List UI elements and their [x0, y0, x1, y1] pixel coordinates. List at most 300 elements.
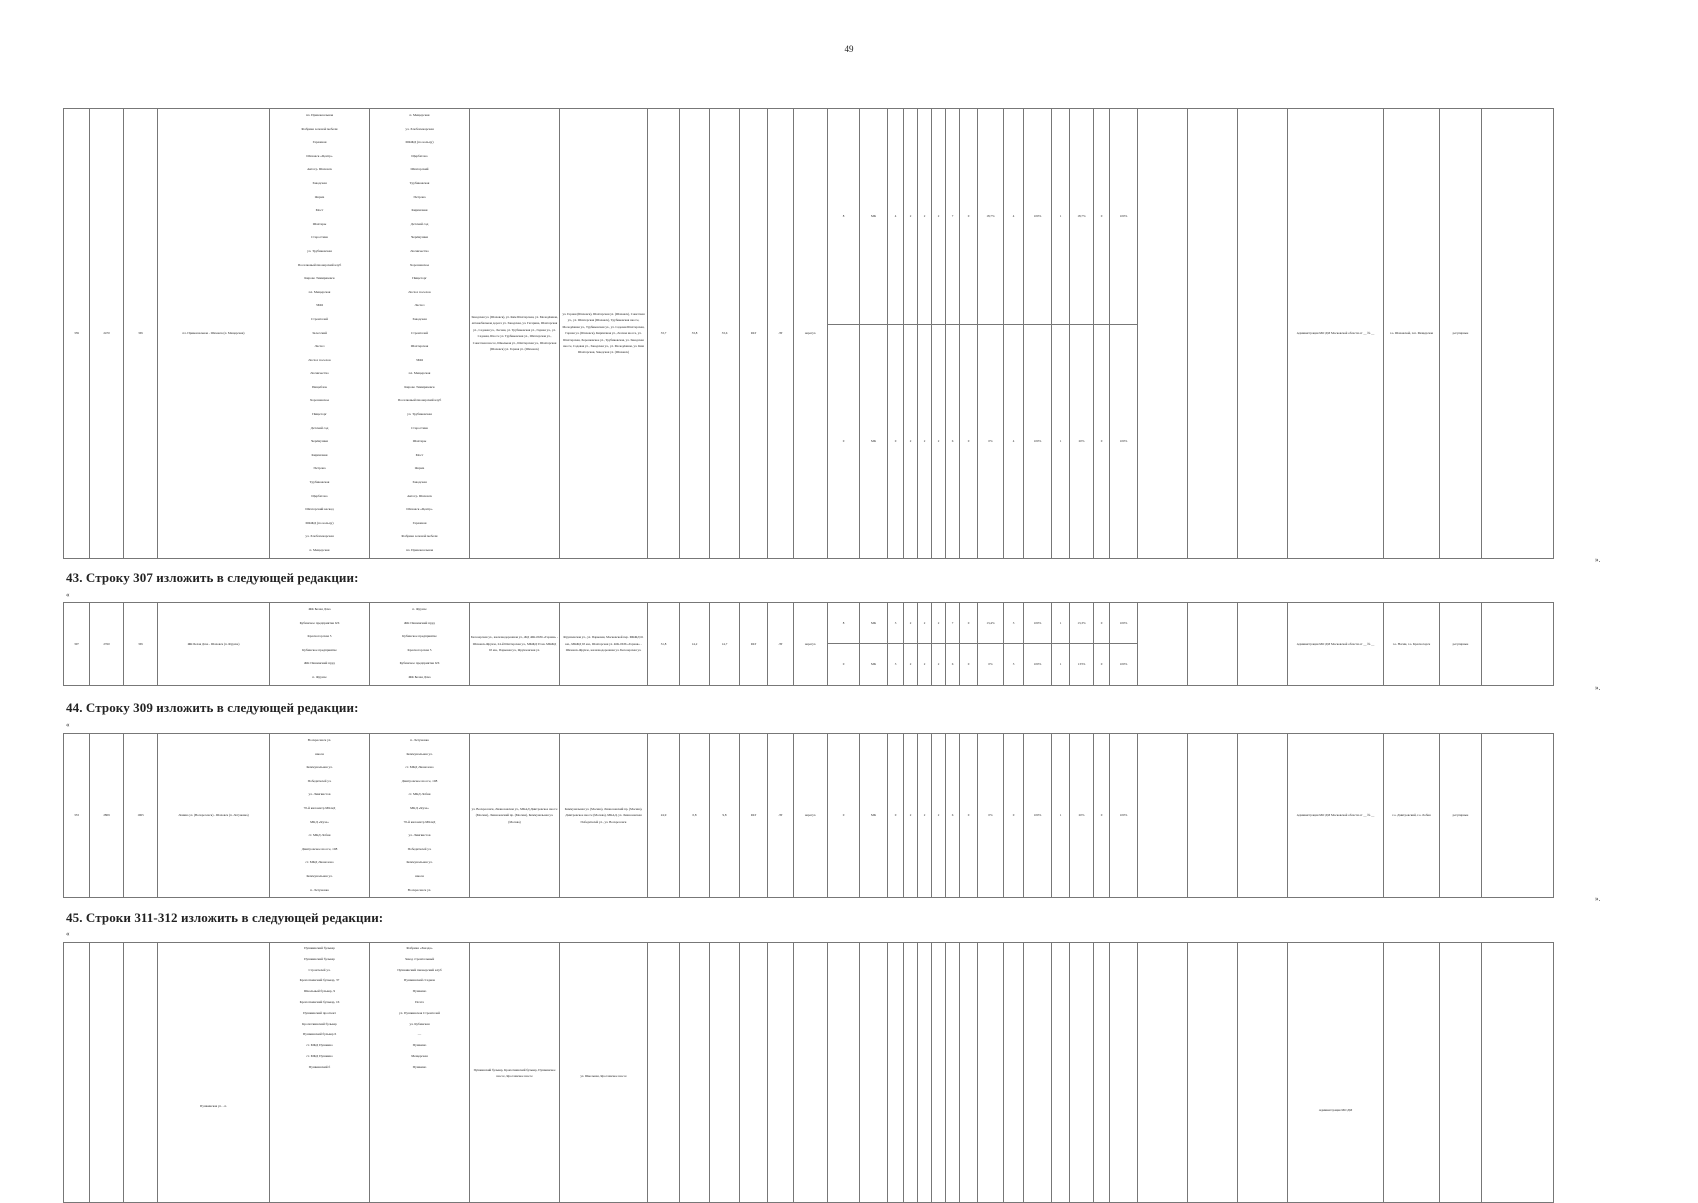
- route-number: 1965: [124, 734, 158, 898]
- sub-cell: 13,4%: [978, 603, 1004, 644]
- stop-name: Строителей ул.: [308, 967, 331, 972]
- stop-name: ст. МКД Лианозово: [305, 860, 334, 865]
- stop-name: Трубиковская: [409, 180, 430, 185]
- sub-cell: 0: [1004, 734, 1024, 898]
- stop-name: Пушкинский проспект: [303, 1010, 336, 1015]
- stop-name: п. Фрунзе: [412, 607, 427, 611]
- start-date: нерегул.: [794, 734, 828, 898]
- stop-name: Кубинское предприятие 6/6: [399, 661, 440, 666]
- empty-cell: [1024, 943, 1052, 1203]
- stop-name: Пушкинский бульвар: [304, 946, 335, 950]
- empty-cell: [860, 943, 888, 1203]
- stop-name: Коммунальная ул.: [306, 765, 333, 770]
- empty-cell: [1238, 943, 1288, 1203]
- stop-name: Кирово Тимирязевск: [404, 384, 435, 389]
- streets-backward: Коммунальная ул. (Москва), Лианозовский пр. (Москва), Дмитровское шоссе (Москва), МКАД, ул. Лианозовская Победителей ул., ул. Воскресенск: [560, 734, 648, 898]
- empty-cell: [960, 943, 978, 1203]
- route-number: 365: [124, 109, 158, 559]
- empty-cell: [1004, 943, 1024, 1203]
- sub-cell: 0%: [978, 644, 1004, 685]
- route-number: 365: [124, 603, 158, 686]
- sub-cell: 3: [888, 644, 904, 685]
- stop-name: Кропоткинский бульвар, 16: [299, 999, 340, 1004]
- stops-backward: [370, 943, 470, 1203]
- sub-cell: 8: [828, 603, 860, 644]
- empty-cell: [1052, 943, 1070, 1203]
- sub-cell: 0: [960, 603, 978, 644]
- start-date: нерегул.: [794, 109, 828, 559]
- empty-cell: [1238, 603, 1288, 686]
- stop-name: Лесничество: [410, 248, 429, 253]
- sub-cell: 2: [904, 644, 918, 685]
- stop-name: Пушкино: [412, 1043, 427, 1048]
- amendment-heading-44: 44. Строку 309 изложить в следующей редакции:: [66, 700, 359, 715]
- vehicle-class: ЛТ: [768, 734, 794, 898]
- sub-cell: 4: [1004, 324, 1024, 558]
- stop-name: Красногорская 5: [407, 647, 432, 652]
- streets-backward: ул. Школьная, Ярославское шоссе: [560, 943, 648, 1203]
- sub-cell: 6: [946, 644, 960, 685]
- empty-cell: [1482, 109, 1554, 559]
- stop-name: Гаражная: [312, 140, 327, 145]
- sub-cell: 2: [932, 109, 946, 325]
- stop-name: Мост: [415, 452, 424, 457]
- sub-cell: 3: [1004, 603, 1024, 644]
- stop-name: Черёмушки: [411, 235, 428, 240]
- row-number: 333: [64, 734, 90, 898]
- empty-cell: [1138, 109, 1188, 559]
- stop-name: Кропоткинский бульвар, 37: [299, 978, 340, 983]
- sub-cell: 133%: [1070, 644, 1094, 685]
- length-backward: 0,8: [680, 734, 710, 898]
- stop-name: Школьный бульвар, 9: [303, 989, 336, 994]
- length-forward: 24,9: [648, 734, 680, 898]
- stop-name: Фабрика зеленой мебели: [301, 126, 338, 131]
- stop-name: Заводская: [412, 316, 427, 321]
- sub-cell: МК: [860, 644, 888, 685]
- stop-name: Шаховск «Центр»: [306, 153, 333, 158]
- transport-type: РАТ: [740, 734, 768, 898]
- sub-cell: 2: [932, 734, 946, 898]
- stop-name: Гаражная: [412, 520, 427, 525]
- stop-name: школа: [315, 751, 324, 756]
- stop-name: Пушкинский б: [308, 1064, 331, 1069]
- sub-cell: 18,7%: [1070, 109, 1094, 325]
- stop-name: ст. МКД Лианозово: [405, 765, 434, 770]
- stop-name: Пушкинский бульвар 6: [302, 1032, 337, 1037]
- sub-cell: 20%: [1070, 324, 1094, 558]
- sub-cell: 2: [932, 324, 946, 558]
- status: регулярные: [1440, 109, 1482, 559]
- sub-cell: 100%: [1024, 603, 1052, 644]
- sub-cell: 0: [960, 644, 978, 685]
- stop-name: Старостина: [311, 235, 328, 240]
- empty-cell: [1138, 943, 1188, 1203]
- sub-cell: 7: [946, 109, 960, 325]
- stop-name: МКЖД (по кольцу): [305, 520, 334, 525]
- stop-name: ул. Трубиковская: [307, 248, 332, 253]
- sub-cell: 4: [888, 109, 904, 325]
- stop-name: пл. Привокзальная: [405, 548, 434, 552]
- stops-backward: [370, 603, 470, 686]
- registration-number: 2809: [90, 734, 124, 898]
- owner: г.о. Ногин, г.о. Красногорск: [1384, 603, 1440, 686]
- status: регулярные: [1440, 734, 1482, 898]
- length-backward: 14,2: [680, 603, 710, 686]
- registry-table-row-339: [63, 108, 1632, 559]
- sub-cell: 0: [960, 734, 978, 898]
- sub-cell: 20%: [1070, 734, 1094, 898]
- sub-cell: МК: [860, 734, 888, 898]
- stop-name: Лесхоз: [414, 303, 425, 308]
- route-name: Пушкинская ул. - п.: [158, 943, 270, 1203]
- stop-name: Воскресенск ул.: [307, 738, 332, 742]
- length-backward: 33,8: [680, 109, 710, 559]
- sub-cell: 0: [960, 324, 978, 558]
- empty-cell: [1094, 943, 1110, 1203]
- sub-cell: 1: [1052, 734, 1070, 898]
- empty-cell: [1238, 109, 1288, 559]
- length-forward: 33,7: [648, 109, 680, 559]
- start-date: нерегул.: [794, 603, 828, 686]
- stop-name: ул. Пушкинская Строителей: [399, 1010, 440, 1015]
- registration-number: 2470: [90, 109, 124, 559]
- empty-cell: [1238, 734, 1288, 898]
- stop-name: Победителей ул.: [307, 778, 332, 783]
- stop-name: Дмитровское шоссе, 108: [301, 846, 338, 851]
- stop-name: Фабрика зеленой мебели: [401, 534, 438, 539]
- row-number: 339: [64, 109, 90, 559]
- stop-name: Поселковый пионерский клуб: [297, 262, 342, 267]
- empty-cell: [1482, 943, 1554, 1203]
- sub-cell: 1: [1052, 109, 1070, 325]
- stop-name: п. Мещерская: [409, 113, 430, 117]
- sub-cell: 100%: [1110, 603, 1138, 644]
- sub-cell: 2: [904, 603, 918, 644]
- stop-name: ст. МКД Пушкино: [306, 1043, 333, 1048]
- status: регулярные: [1440, 603, 1482, 686]
- sub-cell: МК: [860, 603, 888, 644]
- registry-table-rows-311-312: [63, 942, 1632, 1203]
- stop-name: Пушкинский пионерский клуб: [397, 967, 442, 972]
- sub-cell: МК: [860, 324, 888, 558]
- stop-name: Шахтерский каскад: [305, 507, 334, 512]
- empty-cell: [794, 943, 828, 1203]
- stop-name: ЖК Пашинский пруд: [404, 620, 435, 625]
- stop-name: Лесничество: [310, 371, 329, 376]
- empty-cell: [904, 943, 918, 1203]
- stop-name: Щербатово: [311, 493, 328, 498]
- stop-name: пл. Мещерская: [408, 371, 431, 376]
- sub-cell: 1: [1052, 324, 1070, 558]
- stop-name: Петрова: [313, 466, 326, 471]
- registration-number: [90, 943, 124, 1203]
- empty-cell: [1482, 603, 1554, 686]
- sub-cell: 7: [946, 603, 960, 644]
- stop-name: Коммунальная ул.: [406, 751, 433, 756]
- sub-cell: 2: [932, 603, 946, 644]
- length-average: 14,7: [710, 603, 740, 686]
- stops-backward: [370, 109, 470, 559]
- route-name: Ленина ул. (Воскресенск) - Шаховск (п. Летуновка): [158, 734, 270, 898]
- sub-cell: 0: [1094, 109, 1110, 325]
- closing-quote: ».: [1595, 684, 1601, 692]
- registry-table-row-309: [63, 733, 1632, 898]
- stop-name: Заводская: [412, 480, 427, 485]
- sub-cell: 0: [1094, 324, 1110, 558]
- stop-name: п. Фрунзе: [312, 674, 327, 679]
- empty-cell: [918, 943, 932, 1203]
- stop-name: Пушкинский стадион: [403, 978, 436, 983]
- stop-name: школа: [415, 873, 424, 878]
- stop-name: Автогр. Шаховск: [407, 493, 432, 498]
- opening-quote: «: [66, 591, 70, 599]
- stop-name: Почта: [415, 999, 424, 1004]
- empty-cell: [648, 943, 680, 1203]
- sub-cell: 18,7%: [978, 109, 1004, 325]
- stop-name: ЗМО: [415, 357, 424, 362]
- sub-cell: 100%: [1110, 324, 1138, 558]
- stop-name: Детский сад: [410, 221, 429, 226]
- sub-cell: 1: [1052, 603, 1070, 644]
- stop-name: Шахтерский: [410, 167, 429, 172]
- stop-name: Щербатово: [411, 153, 428, 158]
- sub-cell: 3: [1004, 644, 1024, 685]
- sub-cell: 8: [828, 109, 860, 325]
- stop-name: Воскресенск ул.: [407, 887, 432, 892]
- amendment-heading-45: 45. Строки 311-312 изложить в следующей редакции:: [66, 910, 384, 925]
- table-clip: [0, 942, 1698, 1112]
- streets-forward: ул. Воскресенск, Лианозовская ул., МКАД Дмитровское шоссе (Москва), Лианозовский пр. (Москва), Коммунальная ул. (Москва): [470, 734, 560, 898]
- stop-name: МКД «Яуза»: [310, 819, 329, 824]
- route-name: пл. Привокзальная - Шаховск (п. Мещерская): [158, 109, 270, 559]
- stop-name: Пушкино: [412, 1064, 427, 1069]
- stop-name: Кирпичная: [411, 208, 428, 213]
- carrier: Администрация МО ДМ: [1288, 943, 1384, 1203]
- sub-cell: МК: [860, 109, 888, 325]
- sub-cell: 2: [918, 734, 932, 898]
- sub-cell: 100%: [1024, 734, 1052, 898]
- stop-name: Строителей: [411, 330, 428, 335]
- sub-cell: 0: [1094, 734, 1110, 898]
- amendment-heading-43: 43. Строку 307 изложить в следующей редакции:: [66, 570, 359, 585]
- sub-cell: 100%: [1110, 734, 1138, 898]
- route-name: ЖК Белая Дача - Шаховск (п. Фрунзе): [158, 603, 270, 686]
- sub-cell: 0: [1094, 644, 1110, 685]
- stop-name: п. Летуновка: [410, 738, 429, 742]
- stop-name: Кубинское предприятие: [402, 634, 437, 639]
- stop-name: —: [417, 1032, 422, 1037]
- opening-quote: «: [66, 721, 70, 729]
- stop-name: Кропоткинский бульвар: [302, 1021, 337, 1026]
- empty-cell: [1440, 943, 1482, 1203]
- closing-quote: ».: [1595, 895, 1601, 903]
- stop-name: 70-й километр МКАД: [303, 805, 336, 810]
- stop-name: Хорошевское: [409, 262, 430, 267]
- stop-name: Хорошевское: [309, 398, 330, 403]
- stops-forward: [270, 109, 370, 559]
- stop-name: Коммунальная ул.: [306, 873, 333, 878]
- stop-name: Поселковый пионерский клуб: [397, 398, 442, 403]
- stop-name: Лесхоз: [314, 344, 325, 349]
- empty-cell: [1482, 734, 1554, 898]
- registry-table-row-307: [63, 602, 1632, 686]
- stop-name: ЗМО: [315, 303, 324, 308]
- sub-cell: 0: [828, 324, 860, 558]
- sub-cell: 2: [904, 109, 918, 325]
- length-average: 9,8: [710, 734, 740, 898]
- stop-name: Старостина: [411, 425, 428, 430]
- empty-cell: [888, 943, 904, 1203]
- stop-name: Шахтерская: [410, 344, 429, 349]
- stops-forward: [270, 603, 370, 686]
- streets-forward: Заводская ул. (Шаховск), ул. Ким Шахтерская, ул. Молодёжная, автомобильная дорога ул. Заводская, ул. Гагарина, Шахтерская ул., Садовая ул., Лесная, ул. Трубиковская ул., Горная ул., ул. Садовая, Шоссе ул. Трубиковская ул., Шахтерская ул., Советская шоссе, Школьная ул., Шахтерская ул., Шахтерская (Шаховск) ул. Горная ул. (Шаховск): [470, 109, 560, 559]
- stop-name: Детский сад: [310, 425, 329, 430]
- stop-name: Автогр. Шаховск: [307, 167, 332, 172]
- empty-cell: [1070, 943, 1094, 1203]
- stop-name: Завод строительный: [404, 956, 435, 961]
- streets-backward: Фрунзенская ул., ул. Парковая, Московской пер. МКЖД 61 км., МКЖД 65 км., Шахтерская ул. 46К-0636 «Горная» - Шаховск-Фрунзе, железнодорожная ул. Белозерская ул.: [560, 603, 648, 686]
- empty-cell: [710, 943, 740, 1203]
- sub-cell: 0%: [978, 324, 1004, 558]
- transport-type: РАТ: [740, 109, 768, 559]
- carrier: Администрация МО ДМ Московской области от __ № __: [1288, 109, 1384, 559]
- stop-name: Мещерская: [411, 1053, 428, 1058]
- stop-name: Заводская: [312, 180, 327, 185]
- stop-name: Пищеторг: [312, 412, 327, 417]
- empty-cell: [1188, 734, 1238, 898]
- vehicle-class: ЛТ: [768, 109, 794, 559]
- empty-cell: [1384, 943, 1440, 1203]
- stop-name: Красногорская 5: [307, 634, 332, 639]
- stop-name: ст. МКД Лобня: [308, 833, 331, 838]
- empty-cell: [978, 943, 1004, 1203]
- empty-cell: [768, 943, 794, 1203]
- stop-name: Победителей ул.: [407, 846, 432, 851]
- length-average: 33,6: [710, 109, 740, 559]
- sub-cell: 6: [946, 734, 960, 898]
- stop-name: Фабрика «Звезда»: [406, 946, 433, 950]
- sub-cell: 0: [828, 734, 860, 898]
- stop-name: ул. Лингвистов: [408, 833, 431, 838]
- opening-quote: «: [66, 930, 70, 938]
- sub-cell: 2: [904, 734, 918, 898]
- stop-name: Шаховск «Центр»: [406, 507, 433, 512]
- stop-name: Дмитровское шоссе, 108: [401, 778, 438, 783]
- stop-name: ул. Трубиковская: [407, 412, 432, 417]
- sub-cell: 0: [828, 644, 860, 685]
- stop-name: МКЖД (по кольцу): [405, 140, 434, 145]
- stop-name: пл. Мещерская: [308, 289, 331, 294]
- sub-cell: 2: [918, 603, 932, 644]
- sub-cell: 100%: [1024, 324, 1052, 558]
- streets-forward: Белозерская ул., железнодорожная ул., ЖД 46К-0636 «Горная» - Шаховск-Фрунзе, 24-й Шахтерская ул., МКЖД 0т кв. МКЖД 65 км., Парковая ул., Фрунзенская ул.: [470, 603, 560, 686]
- stop-name: Ферма: [314, 194, 325, 199]
- sub-cell: 6: [946, 324, 960, 558]
- stop-name: 70-й километр МКАД: [403, 819, 436, 824]
- sub-cell: 100%: [1024, 109, 1052, 325]
- vehicle-class: ЛТ: [768, 603, 794, 686]
- streets-backward: ул. Горная (Шаховск), Шахтерская ул. (Шаховск), Советская ул., ул. Шахтерская (Шаховск), Трубиковская шоссе, Молодёжная ул., Трубиковская ул., ул. Садовая Шахтерская, Горная ул. (Шаховск), Кирпичная ул., Лесная шоссе, ул. Шахтерская, Хорошевское ул., Трубиковская, ул. Заводская шоссе, Садовая ул., Заводская ул., ул. Молодёжная, ул. Ким Шахтерская, Заводская ул. (Шаховск): [560, 109, 648, 559]
- stop-name: Залесский: [312, 330, 327, 335]
- stops-forward: [270, 734, 370, 898]
- stop-name: Кирпичная: [311, 452, 328, 457]
- sub-cell: 0%: [978, 734, 1004, 898]
- stop-name: п. Мещерская: [309, 548, 330, 552]
- stop-name: Пищеблок: [311, 384, 328, 389]
- stop-name: Петрова: [413, 194, 426, 199]
- sub-cell: 2: [904, 324, 918, 558]
- stop-name: Трубиковская: [309, 480, 330, 485]
- sub-cell: 2: [932, 644, 946, 685]
- stop-name: Кубинское предприятие: [302, 647, 337, 652]
- stops-forward: [270, 943, 370, 1203]
- empty-cell: [1188, 603, 1238, 686]
- sub-cell: 2: [918, 644, 932, 685]
- stop-name: ЖК Белая Дача: [308, 607, 331, 611]
- sub-cell: 1: [1052, 644, 1070, 685]
- stop-name: ст. МКД Пушкино: [306, 1053, 333, 1058]
- stop-name: Кирово Тимирязевск: [304, 276, 335, 281]
- sub-cell: 0: [888, 324, 904, 558]
- stops-backward: [370, 734, 470, 898]
- stop-name: Шахтеры: [412, 439, 427, 444]
- empty-cell: [1138, 734, 1188, 898]
- page-number: 49: [844, 44, 854, 54]
- stop-name: Шахтеры: [312, 221, 327, 226]
- sub-cell: 0: [960, 109, 978, 325]
- stop-name: ЖК Пашинский пруд: [304, 661, 335, 666]
- empty-cell: [740, 943, 768, 1203]
- sub-cell: 100%: [1110, 109, 1138, 325]
- stop-name: ЖК Белая Дача: [408, 674, 431, 679]
- stop-name: п. Летуновка: [310, 887, 329, 892]
- closing-quote: ».: [1595, 556, 1601, 564]
- sub-cell: 3: [888, 603, 904, 644]
- stop-name: Лесхоз поселок: [408, 289, 431, 294]
- stop-name: Черёмушки: [311, 439, 328, 444]
- registration-number: 2760: [90, 603, 124, 686]
- empty-cell: [1188, 943, 1238, 1203]
- stop-name: ул. Хлебопекарская: [305, 534, 334, 539]
- carrier: Администрация МО ДМ Московской области от __ № __: [1288, 603, 1384, 686]
- carrier: Администрация МО ДМ Московской области от __ № __: [1288, 734, 1384, 898]
- empty-cell: [932, 943, 946, 1203]
- stop-name: Коммунальная ул.: [406, 860, 433, 865]
- stop-name: Лесхоз поселок: [308, 357, 331, 362]
- sub-cell: 0: [1094, 603, 1110, 644]
- stop-name: МКД «Яуза»: [410, 805, 429, 810]
- stop-name: Пушкино: [412, 989, 427, 994]
- owner: г.о. Шаховской, п.п. Мещерская: [1384, 109, 1440, 559]
- row-number: 307: [64, 603, 90, 686]
- stop-name: ул. Хлебопекарская: [405, 126, 434, 131]
- sub-cell: 4: [1004, 109, 1024, 325]
- route-number: [124, 943, 158, 1203]
- stop-name: Кубинское предприятие 6/6: [299, 620, 340, 625]
- streets-forward: Пушкинский бульвар, Кропоткинский бульвар, Пушкинское шоссе, Ярославское шоссе: [470, 943, 560, 1203]
- empty-cell: [1110, 943, 1138, 1203]
- sub-cell: 2: [918, 109, 932, 325]
- row-number: [64, 943, 90, 1203]
- sub-cell: 100%: [1024, 644, 1052, 685]
- empty-cell: [828, 943, 860, 1203]
- sub-cell: 0: [888, 734, 904, 898]
- stop-name: ул. Кубинская: [409, 1021, 430, 1026]
- length-forward: 31,8: [648, 603, 680, 686]
- owner: г.о. Дмитровский, г.о. Лобня: [1384, 734, 1440, 898]
- empty-cell: [1138, 603, 1188, 686]
